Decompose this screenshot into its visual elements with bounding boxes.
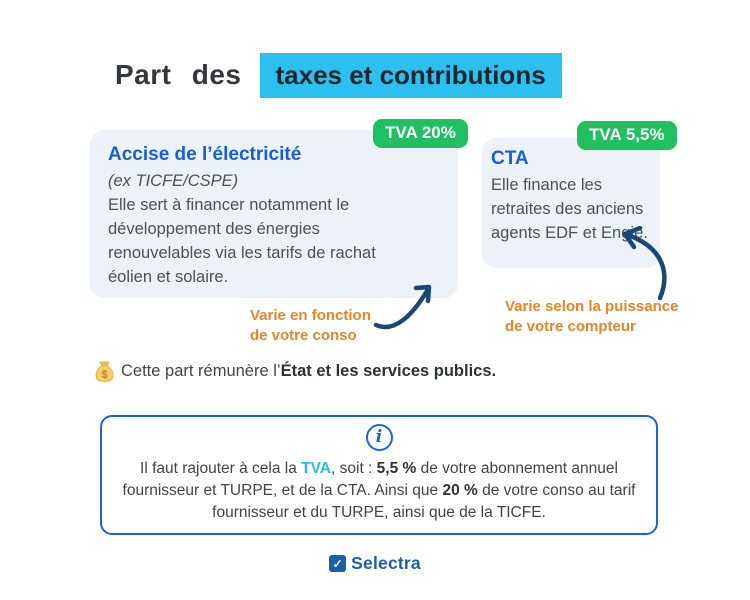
info-text-line: fournisseur et du TURPE, ainsi que de la TICFE. bbox=[212, 504, 546, 521]
card-accise-body-line: renouvelables via les tarifs de rachat bbox=[108, 244, 376, 262]
annotation-conso bbox=[250, 306, 371, 346]
tva-highlight: TVA bbox=[301, 460, 332, 477]
selectra-check-icon: ✓ bbox=[329, 555, 346, 572]
page-title bbox=[115, 53, 562, 98]
card-cta-title: CTA bbox=[491, 148, 529, 169]
card-accise-subtitle: (ex TICFE/CSPE) bbox=[108, 172, 239, 190]
info-text bbox=[102, 458, 656, 524]
title-highlight: taxes et contributions bbox=[260, 53, 562, 98]
tva-20-badge: TVA 20% bbox=[373, 119, 468, 148]
summary-text bbox=[121, 362, 496, 381]
title-prefix: Part des bbox=[115, 59, 242, 91]
info-text-line: fournisseur et TURPE, et de la CTA. Ainsi que 20 % de votre conso au tarif bbox=[122, 482, 636, 499]
summary-prefix: Cette part rémunère l’ bbox=[121, 362, 281, 380]
curved-arrow-up-left-icon bbox=[612, 226, 668, 304]
card-accise-body-line: Elle sert à financer notamment le bbox=[108, 196, 350, 214]
summary-line bbox=[95, 361, 496, 382]
card-cta-body-line: agents EDF et Engie. bbox=[491, 224, 648, 242]
curved-arrow-up-right-icon bbox=[372, 278, 440, 338]
info-box bbox=[100, 415, 658, 535]
card-cta-body-line: retraites des anciens bbox=[491, 200, 644, 218]
svg-text:$: $ bbox=[101, 369, 108, 381]
card-accise-body-line: développement des énergies bbox=[108, 220, 320, 238]
money-bag-icon bbox=[95, 361, 114, 382]
annotation-compteur-line: de votre compteur bbox=[505, 318, 636, 335]
card-accise-title: Accise de l’électricité bbox=[108, 144, 302, 165]
annotation-conso-line: de votre conso bbox=[250, 327, 357, 344]
summary-bold: État et les services publics. bbox=[280, 362, 497, 380]
tva-55-badge: TVA 5,5% bbox=[577, 121, 677, 150]
annotation-compteur-line: Varie selon la puissance bbox=[505, 298, 679, 315]
brand-logo bbox=[0, 553, 750, 574]
info-icon: i bbox=[366, 424, 393, 451]
annotation-conso-line: Varie en fonction bbox=[250, 307, 371, 324]
card-accise-body-line: éolien et solaire. bbox=[108, 268, 229, 286]
card-accise bbox=[90, 130, 458, 298]
info-text-line: Il faut rajouter à cela la TVA, soit : 5,5 % de votre abonnement annuel bbox=[140, 460, 618, 477]
card-cta-body-line: Elle finance les bbox=[491, 176, 602, 194]
brand-name: Selectra bbox=[351, 553, 421, 573]
